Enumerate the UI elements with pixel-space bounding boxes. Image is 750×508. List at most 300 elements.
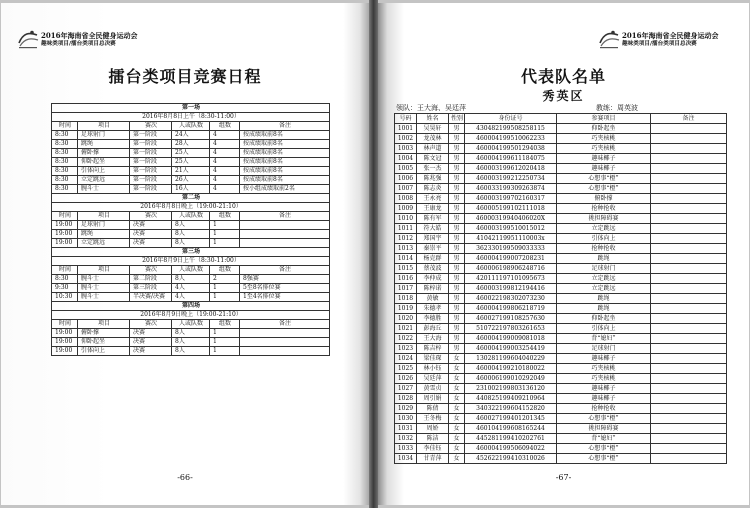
remark-cell	[240, 329, 330, 338]
column-header: 身份证号	[465, 114, 557, 124]
schedule-row	[52, 158, 330, 167]
name-cell: 郑国宇	[417, 234, 449, 244]
event-cell: 趣味椰子	[557, 384, 651, 394]
remark-cell	[651, 434, 727, 444]
count-cell: 21人	[172, 167, 210, 176]
event-logo-icon	[598, 29, 620, 49]
id-number-cell: 231002199803136120	[465, 384, 557, 394]
name-cell: 李佳钰	[417, 444, 449, 454]
roster-row	[395, 294, 727, 304]
event-cell: 俯卧撑	[78, 329, 130, 338]
count-cell: 8人	[172, 275, 210, 284]
column-header: 参赛项目	[557, 114, 651, 124]
event-cell: 巧夹核桃	[557, 374, 651, 384]
event-cell: 抢种抢收	[557, 204, 651, 214]
remark-cell	[651, 384, 727, 394]
id-number-cell: 460003199812194416	[465, 284, 557, 294]
event-cell: 巧夹核桃	[557, 364, 651, 374]
id-number-cell: 440825199409210964	[465, 394, 557, 404]
name-cell: 周引娟	[417, 394, 449, 404]
number-cell: 1021	[395, 324, 417, 334]
number-cell: 1009	[395, 204, 417, 214]
roster-table	[394, 113, 727, 464]
group-cell: 4	[210, 140, 240, 149]
round-cell: 决赛	[130, 230, 172, 239]
count-cell: 8人	[172, 230, 210, 239]
name-cell: 陈文冠	[417, 154, 449, 164]
count-cell: 8人	[172, 338, 210, 347]
round-cell: 决赛	[130, 329, 172, 338]
remark-cell: 按成绩取前8名	[240, 149, 330, 158]
round-cell: 第一阶段	[130, 185, 172, 194]
event-cell: 俯卧撑	[557, 194, 651, 204]
id-number-cell: 460003199212250734	[465, 174, 557, 184]
name-cell: 吴昊轩	[417, 124, 449, 134]
event-cell: 趣味椰子	[557, 394, 651, 404]
time-cell: 8:30	[52, 167, 78, 176]
round-cell: 决赛	[130, 221, 172, 230]
group-cell: 1	[210, 230, 240, 239]
round-cell: 第一阶段	[130, 149, 172, 158]
number-cell: 1020	[395, 314, 417, 324]
event-cell: 立定跳远	[557, 274, 651, 284]
event-cell: 俯卧撑	[78, 149, 130, 158]
id-number-cell: 460004199806218719	[465, 304, 557, 314]
name-cell: 彭海丘	[417, 324, 449, 334]
count-cell: 4人	[172, 293, 210, 302]
column-header: 备注	[240, 266, 330, 275]
roster-row	[395, 454, 727, 464]
event-cell: 立定跳远	[557, 284, 651, 294]
id-number-cell: 340322199604152820	[465, 404, 557, 414]
name-cell: 陈倩	[417, 404, 449, 414]
event-cell: 抢种抢收	[557, 404, 651, 414]
remark-cell	[240, 230, 330, 239]
schedule-row	[52, 140, 330, 149]
time-cell: 8:30	[52, 158, 78, 167]
remark-cell: 按成绩取前8名	[240, 167, 330, 176]
id-number-cell: 460003199612020418	[465, 164, 557, 174]
count-cell: 24人	[172, 131, 210, 140]
header-event-name: 2016年海南省全民健身运动会	[622, 31, 719, 40]
event-cell: 巧夹核桃	[557, 144, 651, 154]
event-cell: 背“媳妇”	[557, 434, 651, 444]
group-cell: 4	[210, 131, 240, 140]
name-cell: 陈志炎	[417, 184, 449, 194]
gender-cell: 女	[449, 394, 465, 404]
event-cell: 挑担障碍赛	[557, 214, 651, 224]
schedule-row	[52, 167, 330, 176]
count-cell: 8人	[172, 239, 210, 248]
remark-cell	[651, 224, 727, 234]
event-cell: 足球射门	[78, 221, 130, 230]
remark-cell	[651, 174, 727, 184]
remark-cell	[240, 239, 330, 248]
name-cell: 黄敏	[417, 294, 449, 304]
session-date: 2016年8月8日上午（8:30-11:00）	[52, 113, 330, 122]
gender-cell: 男	[449, 334, 465, 344]
number-cell: 1029	[395, 404, 417, 414]
round-cell: 决赛	[130, 338, 172, 347]
remark-cell: 按成绩取前8名	[240, 176, 330, 185]
roster-row	[395, 154, 727, 164]
gender-cell: 男	[449, 244, 465, 254]
name-cell: 甘青萍	[417, 454, 449, 464]
roster-row	[395, 264, 727, 274]
event-cell: 跳绳	[557, 294, 651, 304]
id-number-cell: 41042119951110003x	[465, 234, 557, 244]
remark-cell	[651, 284, 727, 294]
roster-table-body	[395, 114, 727, 464]
id-number-cell: 460022198302073230	[465, 294, 557, 304]
name-cell: 蔡茂波	[417, 264, 449, 274]
session-title-row	[52, 248, 330, 257]
column-header: 人或队数	[172, 212, 210, 221]
id-number-cell: 510722197803261653	[465, 324, 557, 334]
event-cell: 腕斗士	[78, 275, 130, 284]
schedule-row	[52, 185, 330, 194]
schedule-row	[52, 293, 330, 302]
name-cell: 黄雪贞	[417, 384, 449, 394]
round-cell: 第一阶段	[130, 158, 172, 167]
event-cell: 仰卧起坐	[557, 314, 651, 324]
event-cell: 立定跳远	[78, 239, 130, 248]
time-cell: 19:00	[52, 221, 78, 230]
event-cell: 心想事“橙”	[557, 444, 651, 454]
remark-cell	[651, 194, 727, 204]
group-cell: 1	[210, 347, 240, 356]
event-cell: 引体向上	[557, 324, 651, 334]
gender-cell: 男	[449, 164, 465, 174]
column-header: 姓名	[417, 114, 449, 124]
roster-row	[395, 324, 727, 334]
gender-cell: 男	[449, 134, 465, 144]
remark-cell	[651, 214, 727, 224]
column-header: 组数	[210, 266, 240, 275]
number-cell: 1025	[395, 364, 417, 374]
id-number-cell: 460004199007208231	[465, 254, 557, 264]
remark-cell	[651, 254, 727, 264]
round-cell: 决赛	[130, 239, 172, 248]
team-leaders: 领队：王大海、吴廷萍	[396, 104, 466, 112]
name-cell: 林小钰	[417, 364, 449, 374]
gender-cell: 男	[449, 224, 465, 234]
number-cell: 1001	[395, 124, 417, 134]
gender-cell: 女	[449, 374, 465, 384]
id-number-cell: 460004199009081018	[465, 334, 557, 344]
id-number-cell: 460027199401201345	[465, 414, 557, 424]
gender-cell: 男	[449, 194, 465, 204]
id-number-cell: 460006198906248716	[465, 264, 557, 274]
number-cell: 1012	[395, 234, 417, 244]
gender-cell: 男	[449, 204, 465, 214]
event-cell: 仰卧起坐	[78, 158, 130, 167]
id-number-cell: 460004199003254419	[465, 344, 557, 354]
name-cell: 李德胜	[417, 314, 449, 324]
id-number-cell: 460004199501294038	[465, 144, 557, 154]
time-cell: 19:00	[52, 239, 78, 248]
name-cell: 李仲成	[417, 274, 449, 284]
remark-cell: 按成绩取前8名	[240, 158, 330, 167]
session-title: 第二场	[52, 194, 330, 203]
id-number-cell: 430482199508258115	[465, 124, 557, 134]
roster-row	[395, 434, 727, 444]
group-cell: 4	[210, 158, 240, 167]
name-cell: 陈有军	[417, 214, 449, 224]
count-cell: 26人	[172, 176, 210, 185]
session-title-row	[52, 302, 330, 311]
column-header-row	[395, 114, 727, 124]
round-cell: 第二阶段	[130, 275, 172, 284]
event-cell: 趣味椰子	[557, 164, 651, 174]
remark-cell	[651, 294, 727, 304]
roster-row	[395, 274, 727, 284]
event-cell: 足球射门	[557, 264, 651, 274]
group-cell: 1	[210, 293, 240, 302]
number-cell: 1011	[395, 224, 417, 234]
number-cell: 1008	[395, 194, 417, 204]
column-header: 项目	[78, 320, 130, 329]
column-header: 项目	[78, 266, 130, 275]
number-cell: 1015	[395, 264, 417, 274]
event-cell: 背“媳妇”	[557, 334, 651, 344]
number-cell: 1026	[395, 374, 417, 384]
remark-cell	[651, 124, 727, 134]
column-header: 备注	[651, 114, 727, 124]
event-cell: 挑担障碍赛	[557, 424, 651, 434]
count-cell: 25人	[172, 158, 210, 167]
time-cell: 19:00	[52, 338, 78, 347]
count-cell: 8人	[172, 347, 210, 356]
roster-row	[395, 344, 727, 354]
number-cell: 1002	[395, 134, 417, 144]
roster-row	[395, 144, 727, 154]
event-cell: 引体向上	[78, 167, 130, 176]
remark-cell	[651, 234, 727, 244]
number-cell: 1034	[395, 454, 417, 464]
id-number-cell: 452622199410310026	[465, 454, 557, 464]
column-header: 赛次	[130, 122, 172, 131]
column-header: 组数	[210, 320, 240, 329]
book-spine	[369, 0, 378, 508]
event-cell: 引体向上	[557, 234, 651, 244]
remark-cell	[651, 304, 727, 314]
time-cell: 8:30	[52, 131, 78, 140]
number-cell: 1027	[395, 384, 417, 394]
event-cell: 跳绳	[78, 230, 130, 239]
number-cell: 1031	[395, 424, 417, 434]
column-header: 项目	[78, 122, 130, 131]
roster-row	[395, 394, 727, 404]
roster-row	[395, 164, 727, 174]
number-cell: 1017	[395, 284, 417, 294]
name-cell: 陈吉梓	[417, 344, 449, 354]
remark-cell	[651, 324, 727, 334]
remark-cell	[651, 154, 727, 164]
id-number-cell: 362330199509033333	[465, 244, 557, 254]
column-header: 时间	[52, 266, 78, 275]
gender-cell: 男	[449, 304, 465, 314]
count-cell: 25人	[172, 149, 210, 158]
id-number-cell: 460033199309263874	[465, 184, 557, 194]
remark-cell	[651, 374, 727, 384]
schedule-row	[52, 329, 330, 338]
roster-row	[395, 314, 727, 324]
gender-cell: 男	[449, 174, 465, 184]
column-header-row	[52, 212, 330, 221]
event-cell: 心想事“橙”	[557, 184, 651, 194]
session-date: 2016年8月8日晚上（19:00-21:10）	[52, 203, 330, 212]
roster-row	[395, 384, 727, 394]
id-number-cell: 445281199410202761	[465, 434, 557, 444]
event-cell: 仰卧起坐	[557, 124, 651, 134]
remark-cell	[240, 338, 330, 347]
id-number-cell: 460004199510062233	[465, 134, 557, 144]
remark-cell	[651, 164, 727, 174]
session-title-row	[52, 104, 330, 113]
time-cell: 8:30	[52, 176, 78, 185]
schedule-row	[52, 275, 330, 284]
gender-cell: 男	[449, 154, 465, 164]
event-cell: 足球射门	[557, 344, 651, 354]
left-page	[1, 3, 369, 505]
schedule-table-body	[52, 104, 330, 356]
remark-cell: 1至4名排位赛	[240, 293, 330, 302]
schedule-table	[51, 103, 330, 356]
number-cell: 1032	[395, 434, 417, 444]
remark-cell	[651, 244, 727, 254]
roster-row	[395, 254, 727, 264]
schedule-row	[52, 176, 330, 185]
gender-cell: 女	[449, 454, 465, 464]
event-cell: 腕斗士	[78, 185, 130, 194]
gender-cell: 女	[449, 434, 465, 444]
name-cell: 秦崇平	[417, 244, 449, 254]
remark-cell	[651, 354, 727, 364]
event-cell: 立定跳远	[78, 176, 130, 185]
gender-cell: 男	[449, 294, 465, 304]
remark-cell	[651, 314, 727, 324]
gender-cell: 女	[449, 404, 465, 414]
schedule-row	[52, 347, 330, 356]
roster-row	[395, 214, 727, 224]
event-cell: 立定跳远	[557, 224, 651, 234]
roster-row	[395, 234, 727, 244]
column-header: 号码	[395, 114, 417, 124]
roster-row	[395, 244, 727, 254]
schedule-row	[52, 149, 330, 158]
column-header: 时间	[52, 122, 78, 131]
time-cell: 9:30	[52, 284, 78, 293]
roster-row	[395, 134, 727, 144]
time-cell: 19:00	[52, 329, 78, 338]
name-cell: 林声道	[417, 144, 449, 154]
name-cell: 杨克群	[417, 254, 449, 264]
remark-cell: 按成绩取前8名	[240, 131, 330, 140]
name-cell: 陈梓诺	[417, 284, 449, 294]
roster-row	[395, 424, 727, 434]
number-cell: 1024	[395, 354, 417, 364]
number-cell: 1023	[395, 344, 417, 354]
remark-cell: 5至8名排位赛	[240, 284, 330, 293]
event-cell: 巧夹核桃	[557, 134, 651, 144]
number-cell: 1004	[395, 154, 417, 164]
group-cell: 1	[210, 284, 240, 293]
roster-row	[395, 374, 727, 384]
id-number-cell: 420111197101095673	[465, 274, 557, 284]
event-cell: 跳绳	[557, 304, 651, 314]
session-date: 2016年8月9日上午（8:30-11:00）	[52, 257, 330, 266]
remark-cell	[651, 424, 727, 434]
roster-row	[395, 184, 727, 194]
gender-cell: 男	[449, 274, 465, 284]
group-cell: 1	[210, 221, 240, 230]
column-header: 组数	[210, 212, 240, 221]
right-page	[378, 3, 749, 505]
column-header: 人或队数	[172, 122, 210, 131]
remark-cell	[651, 264, 727, 274]
number-cell: 1014	[395, 254, 417, 264]
remark-cell	[651, 454, 727, 464]
event-cell: 心想事“橙”	[557, 414, 651, 424]
gender-cell: 男	[449, 284, 465, 294]
roster-row	[395, 174, 727, 184]
group-cell: 4	[210, 176, 240, 185]
count-cell: 28人	[172, 140, 210, 149]
column-header: 时间	[52, 212, 78, 221]
count-cell: 8人	[172, 329, 210, 338]
id-number-cell: 460004199210180022	[465, 364, 557, 374]
roster-row	[395, 204, 727, 214]
name-cell: 王永亮	[417, 194, 449, 204]
remark-cell	[651, 394, 727, 404]
remark-cell	[651, 274, 727, 284]
event-cell: 跳绳	[78, 140, 130, 149]
id-number-cell: 460005199102111018	[465, 204, 557, 214]
schedule-row	[52, 338, 330, 347]
header-event-name: 2016年海南省全民健身运动会	[41, 31, 138, 40]
event-cell: 仰卧起坐	[78, 338, 130, 347]
session-date-row	[52, 113, 330, 122]
name-cell: 王冬梅	[417, 414, 449, 424]
schedule-title: 擂台类项目竞赛日程	[108, 67, 262, 86]
number-cell: 1005	[395, 164, 417, 174]
remark-cell	[651, 404, 727, 414]
column-header: 组数	[210, 122, 240, 131]
id-number-cell: 460004199506094022	[465, 444, 557, 454]
roster-row	[395, 414, 727, 424]
column-header: 项目	[78, 212, 130, 221]
gender-cell: 男	[449, 144, 465, 154]
event-cell: 趣味椰子	[557, 154, 651, 164]
district-name: 秀英区	[542, 89, 585, 103]
gender-cell: 女	[449, 414, 465, 424]
group-cell: 1	[210, 338, 240, 347]
group-cell: 1	[210, 329, 240, 338]
gender-cell: 男	[449, 314, 465, 324]
remark-cell	[651, 364, 727, 374]
gender-cell: 女	[449, 364, 465, 374]
column-header: 人或队数	[172, 266, 210, 275]
group-cell: 4	[210, 167, 240, 176]
id-number-cell: 460006199010292049	[465, 374, 557, 384]
name-cell: 梁佳琛	[417, 354, 449, 364]
schedule-row	[52, 239, 330, 248]
remark-cell	[651, 144, 727, 154]
group-cell: 4	[210, 149, 240, 158]
number-cell: 1007	[395, 184, 417, 194]
gender-cell: 男	[449, 184, 465, 194]
